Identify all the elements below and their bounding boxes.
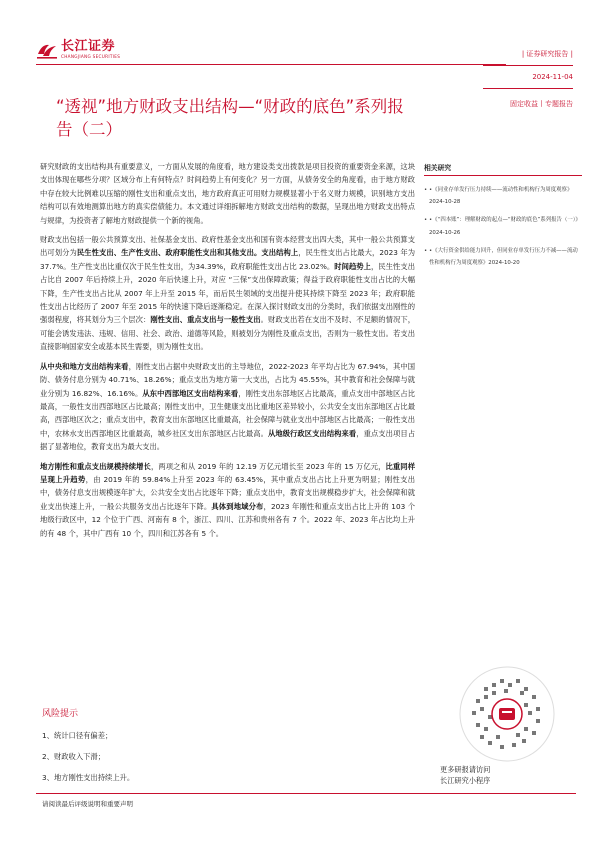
- company-logo: [36, 40, 120, 60]
- summary-paragraph-4: [40, 460, 415, 540]
- paragraph-text: 。财政支出若在支出不及时、不足额的情况下，可能会诱发违法、违规、信用、社会、政治、道德等风险，则被划分为刚性及重点支出，否则为一般性支出。若支出直接影响国家安全或基本民生需要，则为刚性支出。: [40, 315, 416, 352]
- report-summary: [40, 160, 415, 546]
- report-date: 2024-11-04: [532, 73, 573, 81]
- changjiang-logo-icon: [36, 40, 58, 60]
- paragraph-text: ，两项之和从 2019 年的 12.19 万亿元增长至 2023 年的 15 万亿元，: [150, 461, 386, 471]
- related-research-list: [424, 184, 582, 269]
- highlight-text: 具体到地域分布: [211, 501, 264, 511]
- footer-divider: [36, 793, 576, 794]
- report-meta: [483, 48, 573, 110]
- qr-caption: [440, 764, 580, 786]
- report-type: 固定收益丨专题报告: [510, 100, 573, 108]
- summary-paragraph-1: [40, 160, 415, 227]
- risk-section-title: 风险提示: [42, 709, 79, 719]
- related-report-link[interactable]: • •《“四本账”：理解财政的起点—“财政的底色”系列报告（一）》2024-10-26: [424, 214, 582, 238]
- footer-disclaimer-link[interactable]: 请阅读最后评级说明和重要声明: [42, 800, 133, 808]
- highlight-text: 地方刚性和重点支出规模持续增长: [40, 461, 151, 471]
- risk-item: 2、财政收入下滑；: [42, 752, 106, 761]
- qr-caption-line: 长江研究小程序: [440, 776, 491, 785]
- paragraph-text: ，刚性支出东部地区占比最高，重点支出中部地区占比最高，一般性支出西部地区占比最高；刚性支出中，卫生健康支出比重地区差异较小，公共安全支出东部地区占比最高，西部地区次之；重点支出中，教育支出东部地区比重最高，社会保障与就业支出中部地区占比最高；一般性支出中，农林水支出西部地区比重最高，城乡社区支出东部地区占比最高。: [40, 388, 416, 438]
- meta-divider: [483, 88, 573, 89]
- report-title: “透视”地方财政支出结构—“财政的底色”系列报告（二）: [56, 97, 404, 139]
- highlight-text: 从东中西部地区支出结构来看: [142, 388, 239, 398]
- paragraph-text: ，2023 年刚性和重点支出占比上升的 103 个地级行政区中，12 个位于广西、河南有 8 个，浙江、四川、江苏和贵州各有 7 个。2022 年、2023 年占比均上升的有 48 个，其中广西有 10 个，四川和江苏各有 5 个。: [40, 501, 416, 538]
- related-research-title: 相关研究: [424, 162, 582, 176]
- related-report-link[interactable]: • •《同业存单发行压力持续——流动性和机构行为周度观察》2024-10-28: [424, 184, 582, 208]
- header-divider: [36, 64, 506, 65]
- paragraph-text: 财政支出包括一般公共预算支出、社保基金支出、政府性基金支出和国有资本经营支出四大类，其中一般公共预算支出可划分为: [40, 235, 415, 258]
- risk-list: [42, 730, 134, 793]
- paragraph-text: ，民生性支出占比自 2007 年后持续上升，2020 年后快速上升，对应 “三保”支出保障政策；得益于政府职能性支出占比的大幅下降，生产性支出占比从 2007 年上升至 2015 年，而后民生领域的支出提升使其持续下降至 2023 年；政府职能性支出占比经历了 2007 年至 2015 年的快速下降后逐渐稳定。在深入探讨财政支出的分类时，我们依据支出刚性的强弱程度，将其划分为三个层次：: [40, 261, 415, 325]
- related-report-link[interactable]: • •《大行资金供给能力回升，但同业存单发行压力不减——流动性和机构行为周度观察》2024-10-20: [424, 245, 582, 269]
- meta-divider: [483, 65, 573, 66]
- risk-item: 3、地方刚性支出持续上升。: [42, 773, 135, 782]
- highlight-text: 时间趋势上: [334, 261, 371, 271]
- paragraph-text: ，由 2019 年的 59.84%上升至 2023 年的 63.45%，其中重点支出占比上升更为明显；刚性支出中，债务付息支出规模逐年扩大，公共安全支出占比逐年下降；重点支出中，教育支出规模稳步扩大，社会保障和就业支出快速上升，一般公共服务支出占比逐年下降。: [40, 474, 415, 511]
- highlight-text: 从中央和地方支出结构来看: [40, 361, 129, 371]
- summary-paragraph-2: [40, 233, 415, 354]
- paragraph-text: ，重点支出项目占据了显著地位，教育支出为最大支出。: [40, 428, 416, 452]
- highlight-text: 从地级行政区支出结构来看: [267, 428, 357, 438]
- page-header: [0, 0, 595, 108]
- highlight-text: 民生性支出、生产性支出、政府职能性支出和其他支出。支出结构上: [76, 248, 299, 258]
- qr-caption-line: 更多研报请访问: [440, 765, 491, 774]
- paragraph-text: ，民生性支出占比最大，2023 年为 37.7%。生产性支出比重仅次于民生性支出，为34.39%，政府职能性支出占比 23.02%。: [40, 248, 416, 271]
- paragraph-text: 研究财政的支出结构具有重要意义，一方面从发展的角度看，地方建设类支出拨款是项目投资的重要资金来源，这块支出体现在哪些分项？区域分布上有何特点？时间趋势上有何变化？另一方面，从债务安全的角度看，由于地方财政中存在较大比例难以压缩的刚性支出和重点支出，地方政府真正可用财力规模显著小于名义财力规模，识别地方支出结构可以有效地测算出地方的真实偿债能力。本文通过详细拆解地方财政支出结构的数据，呈现出地方财政支出特点与规律，为投资者了解地方财政提供一个新的视角。: [40, 162, 415, 225]
- paragraph-text: ，刚性支出占据中央财政支出的主导地位，2022-2023 年平均占比为 67.94%，其中国防、债务付息分别为 40.71%、18.26%；重点支出为地方第一大支出，占比为 45.55%，其中教育和社会保障与就业分别为 16.82%、16.16%。: [40, 361, 416, 398]
- risk-item: 1、统计口径有偏差；: [42, 731, 113, 740]
- highlight-text: 刚性支出、重点支出与一般性支出: [150, 315, 261, 325]
- qr-code-icon[interactable]: [458, 665, 556, 763]
- logo-chinese-name: 长江证券: [61, 39, 116, 54]
- report-category: | 证券研究报告 |: [521, 50, 573, 58]
- logo-english-name: CHANGJIANG SECURITIES: [61, 54, 121, 59]
- summary-paragraph-3: [40, 360, 415, 454]
- highlight-text: 比重同样呈现上升趋势: [40, 461, 415, 484]
- related-research-sidebar: [424, 162, 582, 275]
